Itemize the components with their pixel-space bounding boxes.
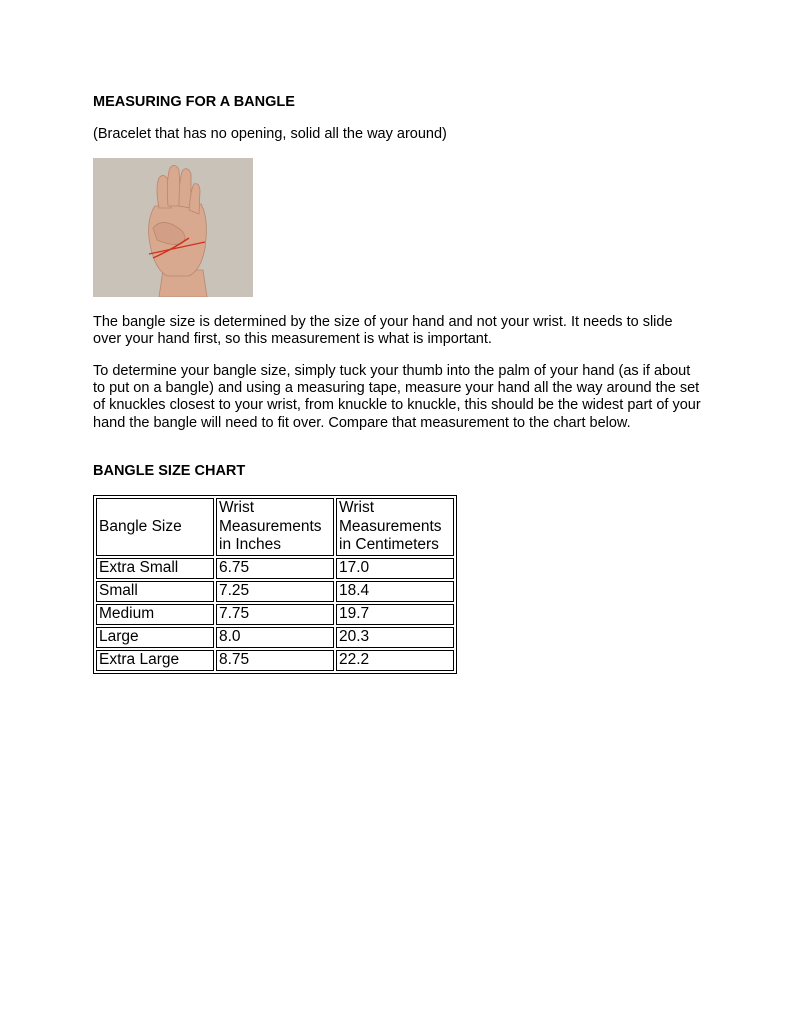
hand-illustration xyxy=(93,158,253,297)
cell-cm: 20.3 xyxy=(336,627,454,648)
table-row xyxy=(96,650,454,671)
header-line: in Inches xyxy=(219,536,282,554)
cell-cm: 17.0 xyxy=(336,558,454,579)
cell-inches: 7.75 xyxy=(216,604,334,625)
column-header-inches xyxy=(216,498,334,556)
column-header-bangle-size xyxy=(96,498,214,556)
table-row xyxy=(96,581,454,602)
hand-measurement-photo xyxy=(93,158,253,297)
cell-size: Large xyxy=(96,627,214,648)
paragraph-instructions: To determine your bangle size, simply tuck your thumb into the palm of your hand (as if about to put on a bangle) and using a measuring tape, measure your hand all the way around the set of knuckles closest to your wrist, from knuckle to knuckle, this should be the widest part of your hand the bangle will need to fit over. Compare that measurement to the chart below. xyxy=(93,363,701,431)
bangle-size-table xyxy=(93,495,457,674)
cell-size: Extra Small xyxy=(96,558,214,579)
paragraph-hand-size: The bangle size is determined by the size of your hand and not your wrist. It needs to slide over your hand first, so this measurement is what is important. xyxy=(93,314,673,348)
cell-cm: 19.7 xyxy=(336,604,454,625)
table-row xyxy=(96,627,454,648)
cell-inches: 8.75 xyxy=(216,650,334,671)
chart-heading: BANGLE SIZE CHART xyxy=(93,463,246,479)
header-line: Bangle Size xyxy=(99,517,182,535)
column-header-centimeters xyxy=(336,498,454,556)
table-header-row xyxy=(96,498,454,556)
page-title: MEASURING FOR A BANGLE xyxy=(93,94,295,110)
cell-size: Small xyxy=(96,581,214,602)
header-line: Wrist xyxy=(219,499,255,517)
cell-size: Medium xyxy=(96,604,214,625)
table-row xyxy=(96,604,454,625)
table-row xyxy=(96,558,454,579)
subtitle: (Bracelet that has no opening, solid all the way around) xyxy=(93,126,447,142)
cell-inches: 8.0 xyxy=(216,627,334,648)
header-line: Measurements xyxy=(339,517,442,535)
header-line: in Centimeters xyxy=(339,536,439,554)
cell-inches: 6.75 xyxy=(216,558,334,579)
cell-inches: 7.25 xyxy=(216,581,334,602)
header-line: Wrist xyxy=(339,499,375,517)
cell-size: Extra Large xyxy=(96,650,214,671)
header-line: Measurements xyxy=(219,517,322,535)
cell-cm: 22.2 xyxy=(336,650,454,671)
cell-cm: 18.4 xyxy=(336,581,454,602)
